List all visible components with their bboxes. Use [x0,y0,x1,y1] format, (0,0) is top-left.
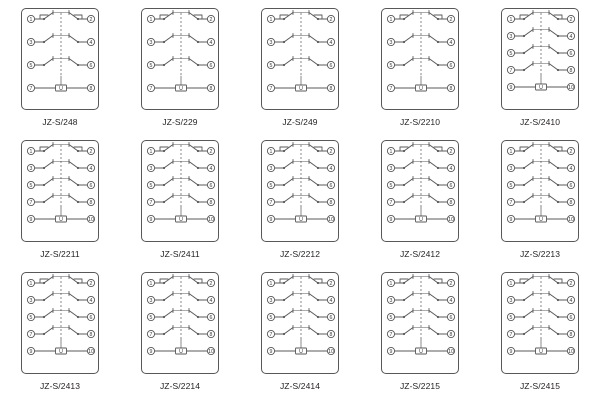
svg-text:1: 1 [509,16,513,23]
svg-text:7: 7 [509,67,513,74]
svg-text:8: 8 [329,85,333,92]
svg-text:4: 4 [209,165,213,172]
svg-text:U: U [419,217,423,223]
svg-text:3: 3 [269,39,273,46]
svg-text:9: 9 [269,216,273,223]
svg-text:U: U [299,349,303,355]
svg-text:6: 6 [209,314,213,321]
diagram-cell [240,4,360,136]
svg-text:2: 2 [449,280,453,287]
svg-text:1: 1 [389,280,393,287]
svg-text:4: 4 [329,165,333,172]
svg-text:3: 3 [389,165,393,172]
relay-schematic [381,8,459,110]
diagram-cell [240,136,360,268]
svg-text:6: 6 [89,314,93,321]
svg-text:5: 5 [269,182,273,189]
svg-text:U: U [179,349,183,355]
svg-text:10: 10 [208,216,214,223]
diagram-cell [480,4,600,136]
diagram-caption: JZ-S/2410 [519,117,561,127]
svg-text:6: 6 [449,182,453,189]
svg-text:8: 8 [449,199,453,206]
svg-text:2: 2 [449,16,453,23]
svg-text:5: 5 [269,62,273,69]
svg-text:6: 6 [89,182,93,189]
svg-text:7: 7 [389,199,393,206]
relay-schematic [261,8,339,110]
diagram-cell [120,268,240,400]
svg-text:9: 9 [269,348,273,355]
svg-text:8: 8 [449,331,453,338]
svg-text:7: 7 [389,331,393,338]
svg-text:2: 2 [449,148,453,155]
svg-text:2: 2 [89,16,93,23]
svg-text:3: 3 [149,165,153,172]
diagram-caption: JZ-S/2211 [40,249,80,259]
svg-text:3: 3 [149,297,153,304]
svg-text:10: 10 [448,216,454,223]
svg-text:1: 1 [269,16,273,23]
svg-text:8: 8 [209,85,213,92]
svg-text:10: 10 [448,348,454,355]
svg-text:8: 8 [449,85,453,92]
svg-text:9: 9 [509,348,513,355]
relay-schematic [501,272,579,374]
svg-text:10: 10 [328,348,334,355]
diagram-cell [0,268,120,400]
relay-schematic [261,140,339,242]
relay-schematic [21,140,99,242]
svg-text:3: 3 [269,297,273,304]
diagram-caption: JZ-S/2213 [519,249,561,259]
svg-text:3: 3 [509,297,513,304]
svg-text:8: 8 [89,331,93,338]
svg-text:1: 1 [149,16,153,23]
diagram-caption: JZ-S/2412 [399,249,441,259]
svg-text:9: 9 [389,216,393,223]
diagram-caption: JZ-S/248 [42,117,78,127]
svg-text:10: 10 [328,216,334,223]
svg-text:4: 4 [209,297,213,304]
svg-text:U: U [59,349,63,355]
svg-text:9: 9 [149,348,153,355]
svg-text:6: 6 [569,50,573,57]
svg-text:U: U [59,217,63,223]
diagram-cell [0,4,120,136]
svg-text:2: 2 [569,16,573,23]
svg-text:10: 10 [88,348,94,355]
svg-text:8: 8 [89,85,93,92]
svg-text:U: U [59,86,63,92]
svg-text:4: 4 [449,297,453,304]
svg-text:10: 10 [208,348,214,355]
svg-text:U: U [179,217,183,223]
svg-text:1: 1 [29,280,33,287]
diagram-caption: JZ-S/2413 [39,381,81,391]
svg-text:10: 10 [568,348,574,355]
svg-text:9: 9 [29,216,33,223]
svg-text:4: 4 [89,165,93,172]
svg-text:1: 1 [29,148,33,155]
svg-text:7: 7 [149,85,153,92]
svg-text:6: 6 [89,62,93,69]
diagram-caption: JZ-S/2215 [399,381,441,391]
diagram-caption: JZ-S/2212 [279,249,321,259]
svg-text:2: 2 [209,280,213,287]
svg-text:7: 7 [389,85,393,92]
svg-text:8: 8 [569,67,573,74]
diagram-caption: JZ-S/2411 [160,249,200,259]
svg-text:6: 6 [449,62,453,69]
svg-text:U: U [419,349,423,355]
diagram-cell [240,268,360,400]
svg-text:8: 8 [569,331,573,338]
svg-text:2: 2 [209,16,213,23]
svg-text:5: 5 [149,182,153,189]
svg-text:1: 1 [389,16,393,23]
svg-text:5: 5 [509,314,513,321]
svg-text:4: 4 [89,39,93,46]
diagram-cell [480,268,600,400]
svg-text:U: U [539,217,543,223]
svg-text:5: 5 [389,182,393,189]
svg-text:10: 10 [88,216,94,223]
svg-text:7: 7 [149,199,153,206]
svg-text:4: 4 [569,33,573,40]
svg-text:7: 7 [509,331,513,338]
svg-text:U: U [179,86,183,92]
svg-text:7: 7 [29,331,33,338]
svg-text:U: U [299,86,303,92]
svg-text:5: 5 [149,62,153,69]
svg-text:5: 5 [149,314,153,321]
relay-schematic [501,8,579,110]
svg-text:4: 4 [569,165,573,172]
relay-schematic [381,140,459,242]
relay-schematic [501,140,579,242]
svg-text:7: 7 [269,199,273,206]
svg-text:9: 9 [29,348,33,355]
svg-text:4: 4 [329,297,333,304]
svg-text:8: 8 [209,199,213,206]
svg-text:6: 6 [449,314,453,321]
svg-text:3: 3 [389,39,393,46]
svg-text:4: 4 [449,165,453,172]
diagram-cell [120,136,240,268]
svg-text:1: 1 [389,148,393,155]
svg-text:4: 4 [89,297,93,304]
svg-text:6: 6 [209,182,213,189]
svg-text:3: 3 [149,39,153,46]
svg-text:2: 2 [569,280,573,287]
diagram-caption: JZ-S/2414 [279,381,321,391]
svg-text:6: 6 [569,182,573,189]
svg-text:7: 7 [269,85,273,92]
relay-schematic [261,272,339,374]
svg-text:7: 7 [29,199,33,206]
svg-text:6: 6 [329,314,333,321]
diagram-caption: JZ-S/249 [282,117,318,127]
svg-text:2: 2 [89,148,93,155]
svg-text:U: U [539,349,543,355]
relay-schematic [381,272,459,374]
svg-text:U: U [299,217,303,223]
svg-text:8: 8 [329,199,333,206]
diagram-grid [0,4,600,400]
svg-text:5: 5 [389,314,393,321]
svg-text:8: 8 [89,199,93,206]
svg-text:9: 9 [149,216,153,223]
svg-text:2: 2 [89,280,93,287]
relay-schematic [21,8,99,110]
svg-text:7: 7 [269,331,273,338]
svg-text:6: 6 [209,62,213,69]
svg-text:10: 10 [568,84,574,91]
diagram-cell [0,136,120,268]
svg-text:1: 1 [29,16,33,23]
svg-text:1: 1 [269,280,273,287]
svg-text:1: 1 [269,148,273,155]
svg-text:8: 8 [569,199,573,206]
svg-text:9: 9 [509,216,513,223]
svg-text:4: 4 [209,39,213,46]
svg-text:2: 2 [329,148,333,155]
svg-text:7: 7 [149,331,153,338]
relay-schematic [141,8,219,110]
svg-text:1: 1 [509,148,513,155]
svg-text:3: 3 [509,165,513,172]
svg-text:10: 10 [568,216,574,223]
diagram-cell [360,268,480,400]
svg-text:7: 7 [509,199,513,206]
relay-schematic [141,272,219,374]
relay-schematic [141,140,219,242]
diagram-cell [480,136,600,268]
svg-text:2: 2 [569,148,573,155]
svg-text:6: 6 [569,314,573,321]
svg-text:9: 9 [389,348,393,355]
svg-text:U: U [419,86,423,92]
svg-text:6: 6 [329,62,333,69]
relay-schematic [21,272,99,374]
svg-text:9: 9 [509,84,513,91]
svg-text:3: 3 [29,39,33,46]
svg-text:3: 3 [389,297,393,304]
svg-text:2: 2 [329,280,333,287]
diagram-cell [360,136,480,268]
diagram-caption: JZ-S/2210 [399,117,441,127]
svg-text:5: 5 [509,50,513,57]
svg-text:5: 5 [29,182,33,189]
diagram-caption: JZ-S/2415 [519,381,561,391]
svg-text:1: 1 [149,280,153,287]
svg-text:5: 5 [389,62,393,69]
diagram-cell [360,4,480,136]
svg-text:3: 3 [29,165,33,172]
svg-text:2: 2 [329,16,333,23]
svg-text:4: 4 [449,39,453,46]
svg-text:8: 8 [209,331,213,338]
svg-text:3: 3 [269,165,273,172]
svg-text:5: 5 [29,314,33,321]
svg-text:1: 1 [149,148,153,155]
svg-text:5: 5 [269,314,273,321]
svg-text:2: 2 [209,148,213,155]
svg-text:1: 1 [509,280,513,287]
svg-text:7: 7 [29,85,33,92]
diagram-cell [120,4,240,136]
svg-text:5: 5 [509,182,513,189]
svg-text:4: 4 [569,297,573,304]
svg-text:U: U [539,85,543,91]
svg-text:3: 3 [29,297,33,304]
svg-text:5: 5 [29,62,33,69]
diagram-caption: JZ-S/229 [162,117,198,127]
svg-text:3: 3 [509,33,513,40]
svg-text:8: 8 [329,331,333,338]
svg-text:4: 4 [329,39,333,46]
svg-text:6: 6 [329,182,333,189]
diagram-caption: JZ-S/2214 [159,381,201,391]
